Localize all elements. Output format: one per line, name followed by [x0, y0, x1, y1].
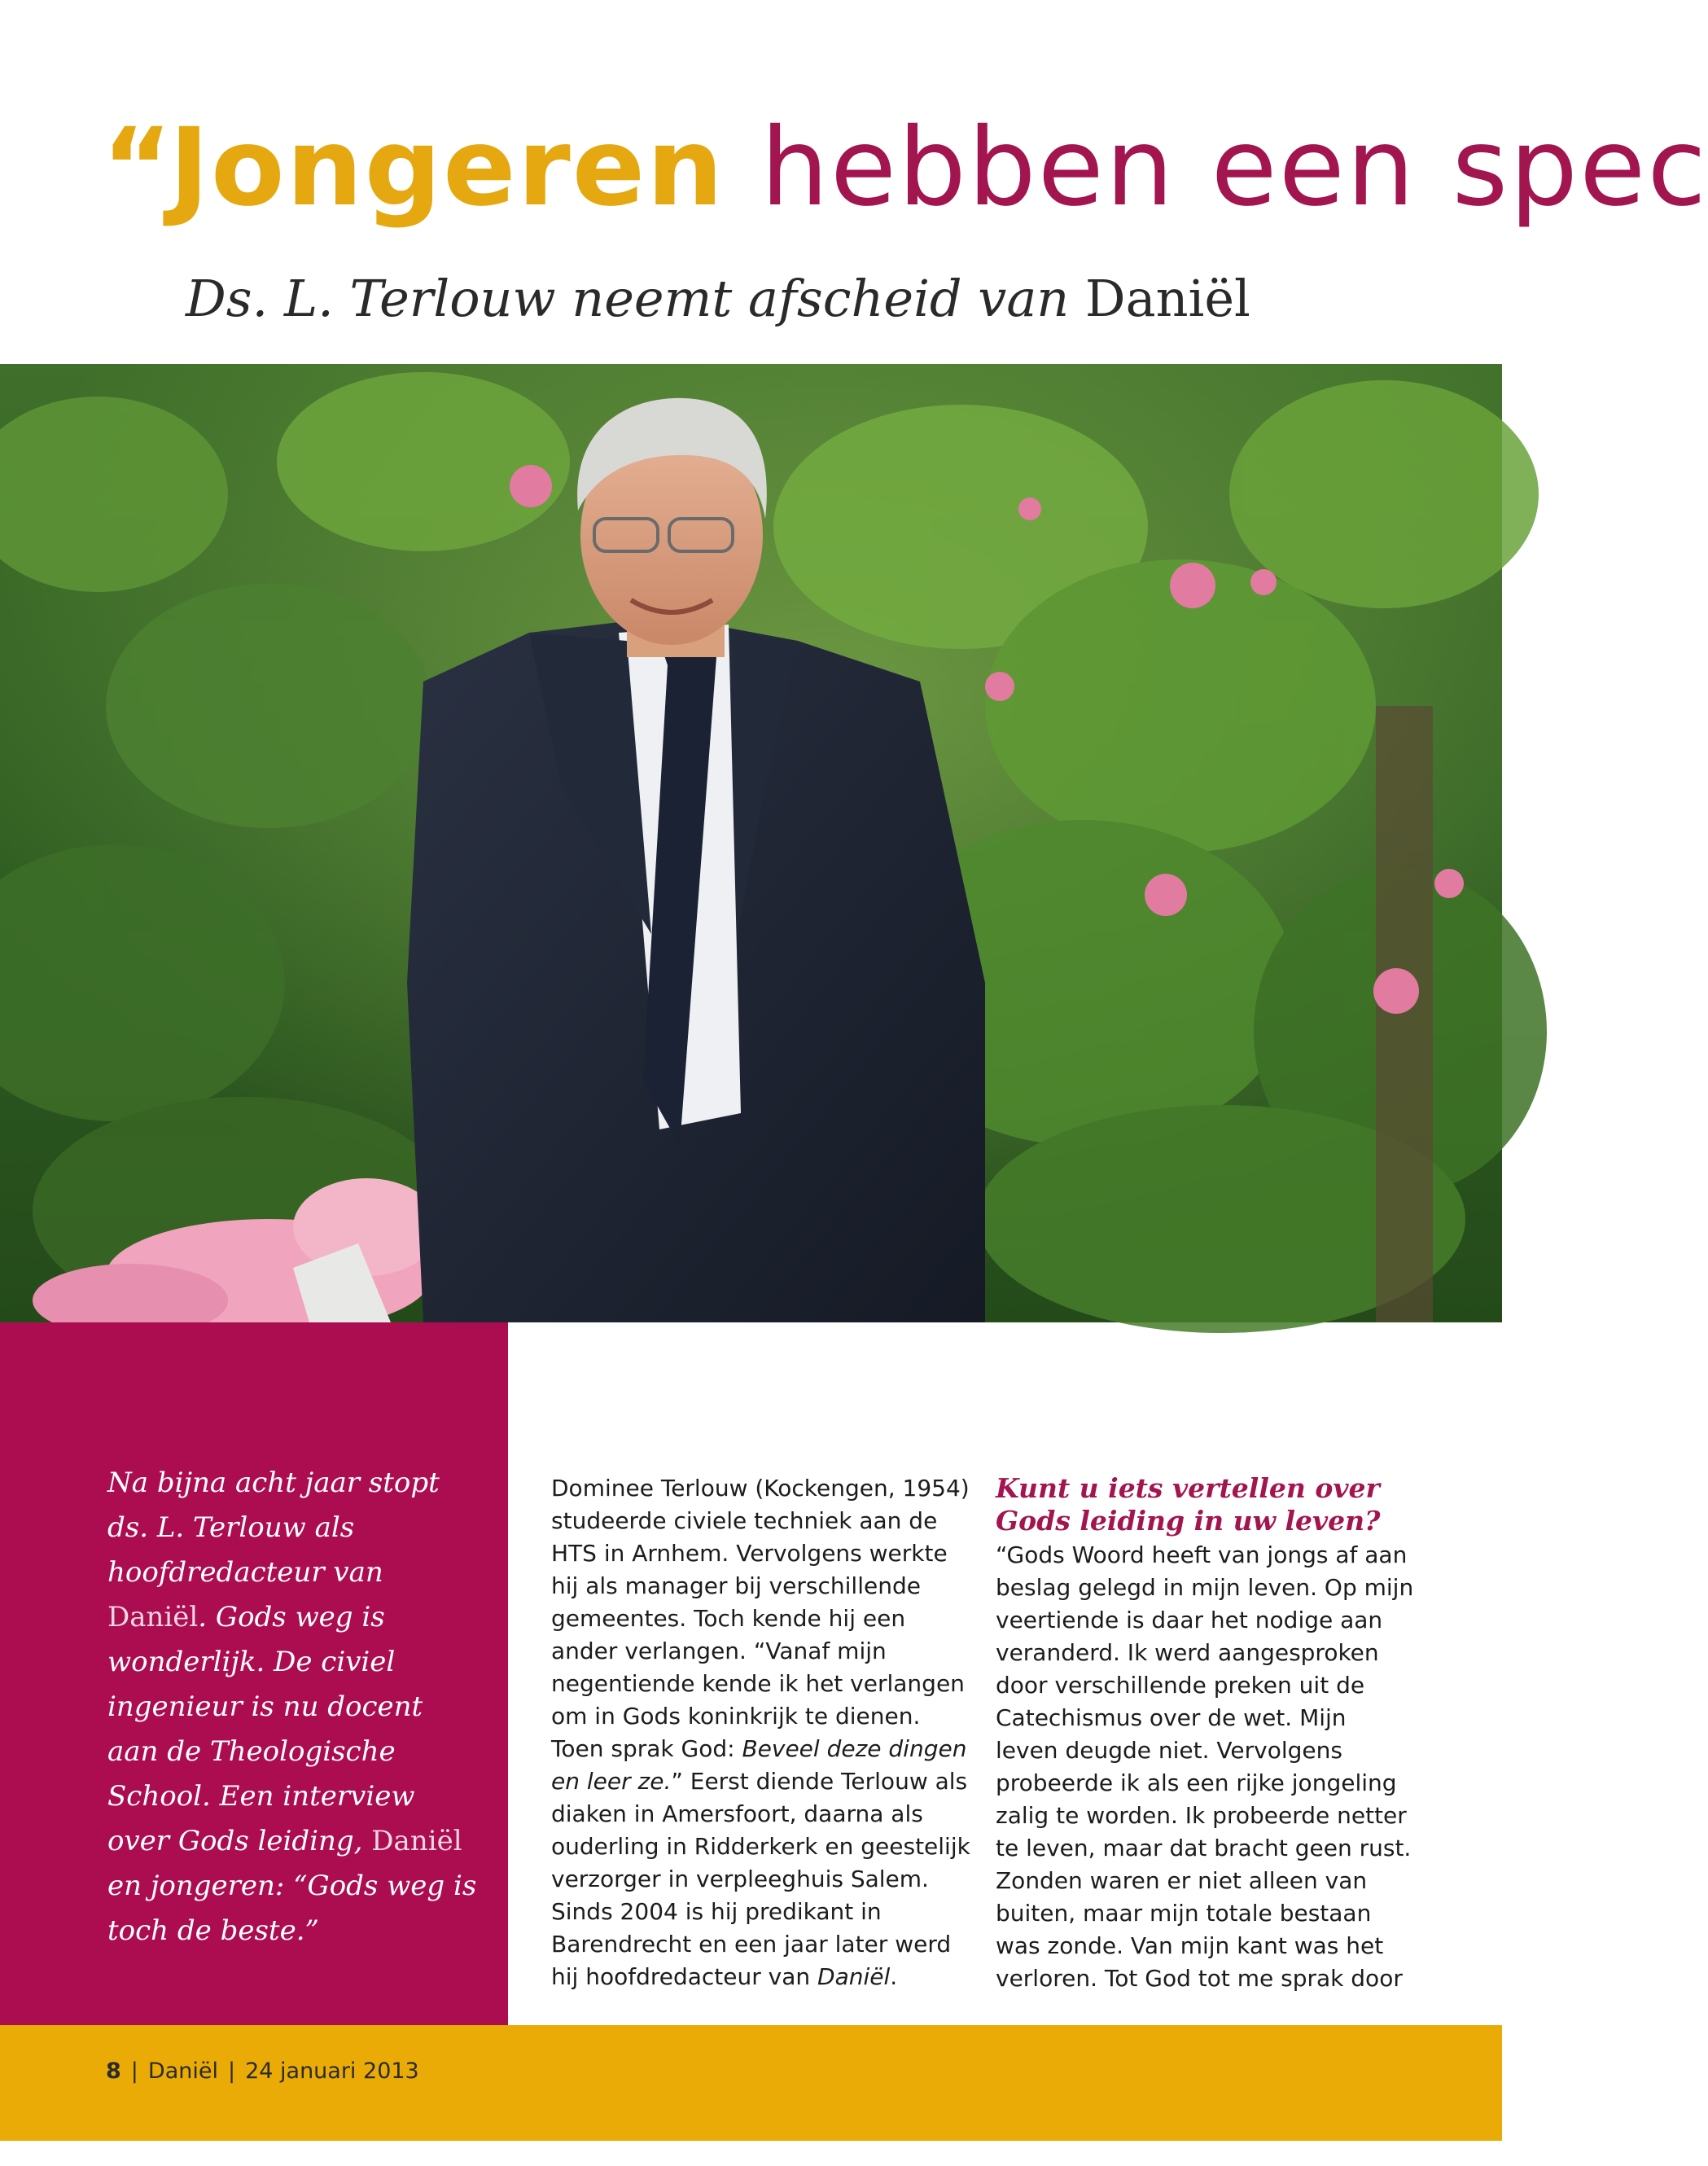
intro-segment: Na bijna acht jaar stopt ds. L. Terlouw als hoofdredacteur van — [107, 1467, 440, 1589]
intro-magazine: Daniël — [107, 1601, 199, 1633]
subtitle-magazine: Daniël — [1084, 269, 1250, 328]
interview-answer: “Gods Woord heeft van jongs af aan beslag gelegd in mijn leven. Op mijn veertiende is daar het nodige aan veranderd. Ik werd aangesproken door verschillende preken uit de Catechismus over de wet. Mijn leven deugde niet. Vervolgens probeerde ik als een rijke jongeling zalig te worden. Ik probeerde netter te leven, maar dat bracht geen rust. Zonden waren er niet alleen van buiten, maar mijn totale bestaan was zonde. Van mijn kant was het verloren. Tot God tot me sprak door — [996, 1541, 1414, 1992]
headline — [102, 105, 1708, 230]
article-column-1 — [551, 1472, 970, 1993]
column-1-paragraph — [551, 1472, 970, 1993]
article-column-2 — [996, 1472, 1415, 1995]
intro-segment: . Gods weg is wonderlijk. De civiel ingenieur is nu docent aan de Theologische School. Een interview over Gods leiding, — [107, 1601, 423, 1857]
subtitle-text: Ds. L. Terlouw neemt afscheid van — [186, 269, 1085, 328]
footer-separator: | — [130, 2059, 138, 2084]
footer-date: 24 januari 2013 — [245, 2059, 419, 2084]
tree-trunk — [1376, 706, 1433, 1322]
subtitle — [186, 269, 1250, 328]
column-1-text: Dominee Terlouw (Kockengen, 1954) studeerde civiele techniek aan de HTS in Arnhem. Vervolgens werkte hij als manager bij verschillende gemeentes. Toch kende hij een ander verlangen. “Vanaf mijn negentiende kende ik het verlangen om in Gods koninkrijk te dienen. Toen sprak God: — [551, 1475, 970, 1762]
intro-segment: en jongeren: “Gods weg is toch de beste.” — [107, 1870, 477, 1947]
intro-text — [107, 1461, 482, 1953]
page-number: 8 — [106, 2059, 121, 2084]
column-1-text: . — [890, 1963, 898, 1990]
footer-text — [106, 2059, 419, 2084]
footer-magazine: Daniël — [147, 2059, 218, 2084]
column-1-text: ” Eerst diende Terlouw als diaken in Amersfoort, daarna als ouderling in Ridderkerk en geestelijk verzorger in verpleeghuis Salem. Sinds 2004 is hij predikant in Barendrecht en een jaar later werd hij hoofdredacteur van — [551, 1768, 970, 1990]
interview-question: Kunt u iets vertellen over Gods leiding in uw leven? — [996, 1472, 1381, 1537]
footer-separator: | — [227, 2059, 236, 2084]
headline-rest: hebben een spec — [725, 105, 1708, 230]
magazine-name: Daniël — [817, 1963, 891, 1990]
bible-quote: Beveel deze dingen en leer ze. — [551, 1735, 967, 1795]
portrait-photo — [0, 364, 1502, 1322]
headline-highlight: “Jongeren — [102, 105, 725, 230]
intro-magazine: Daniël — [371, 1825, 462, 1857]
